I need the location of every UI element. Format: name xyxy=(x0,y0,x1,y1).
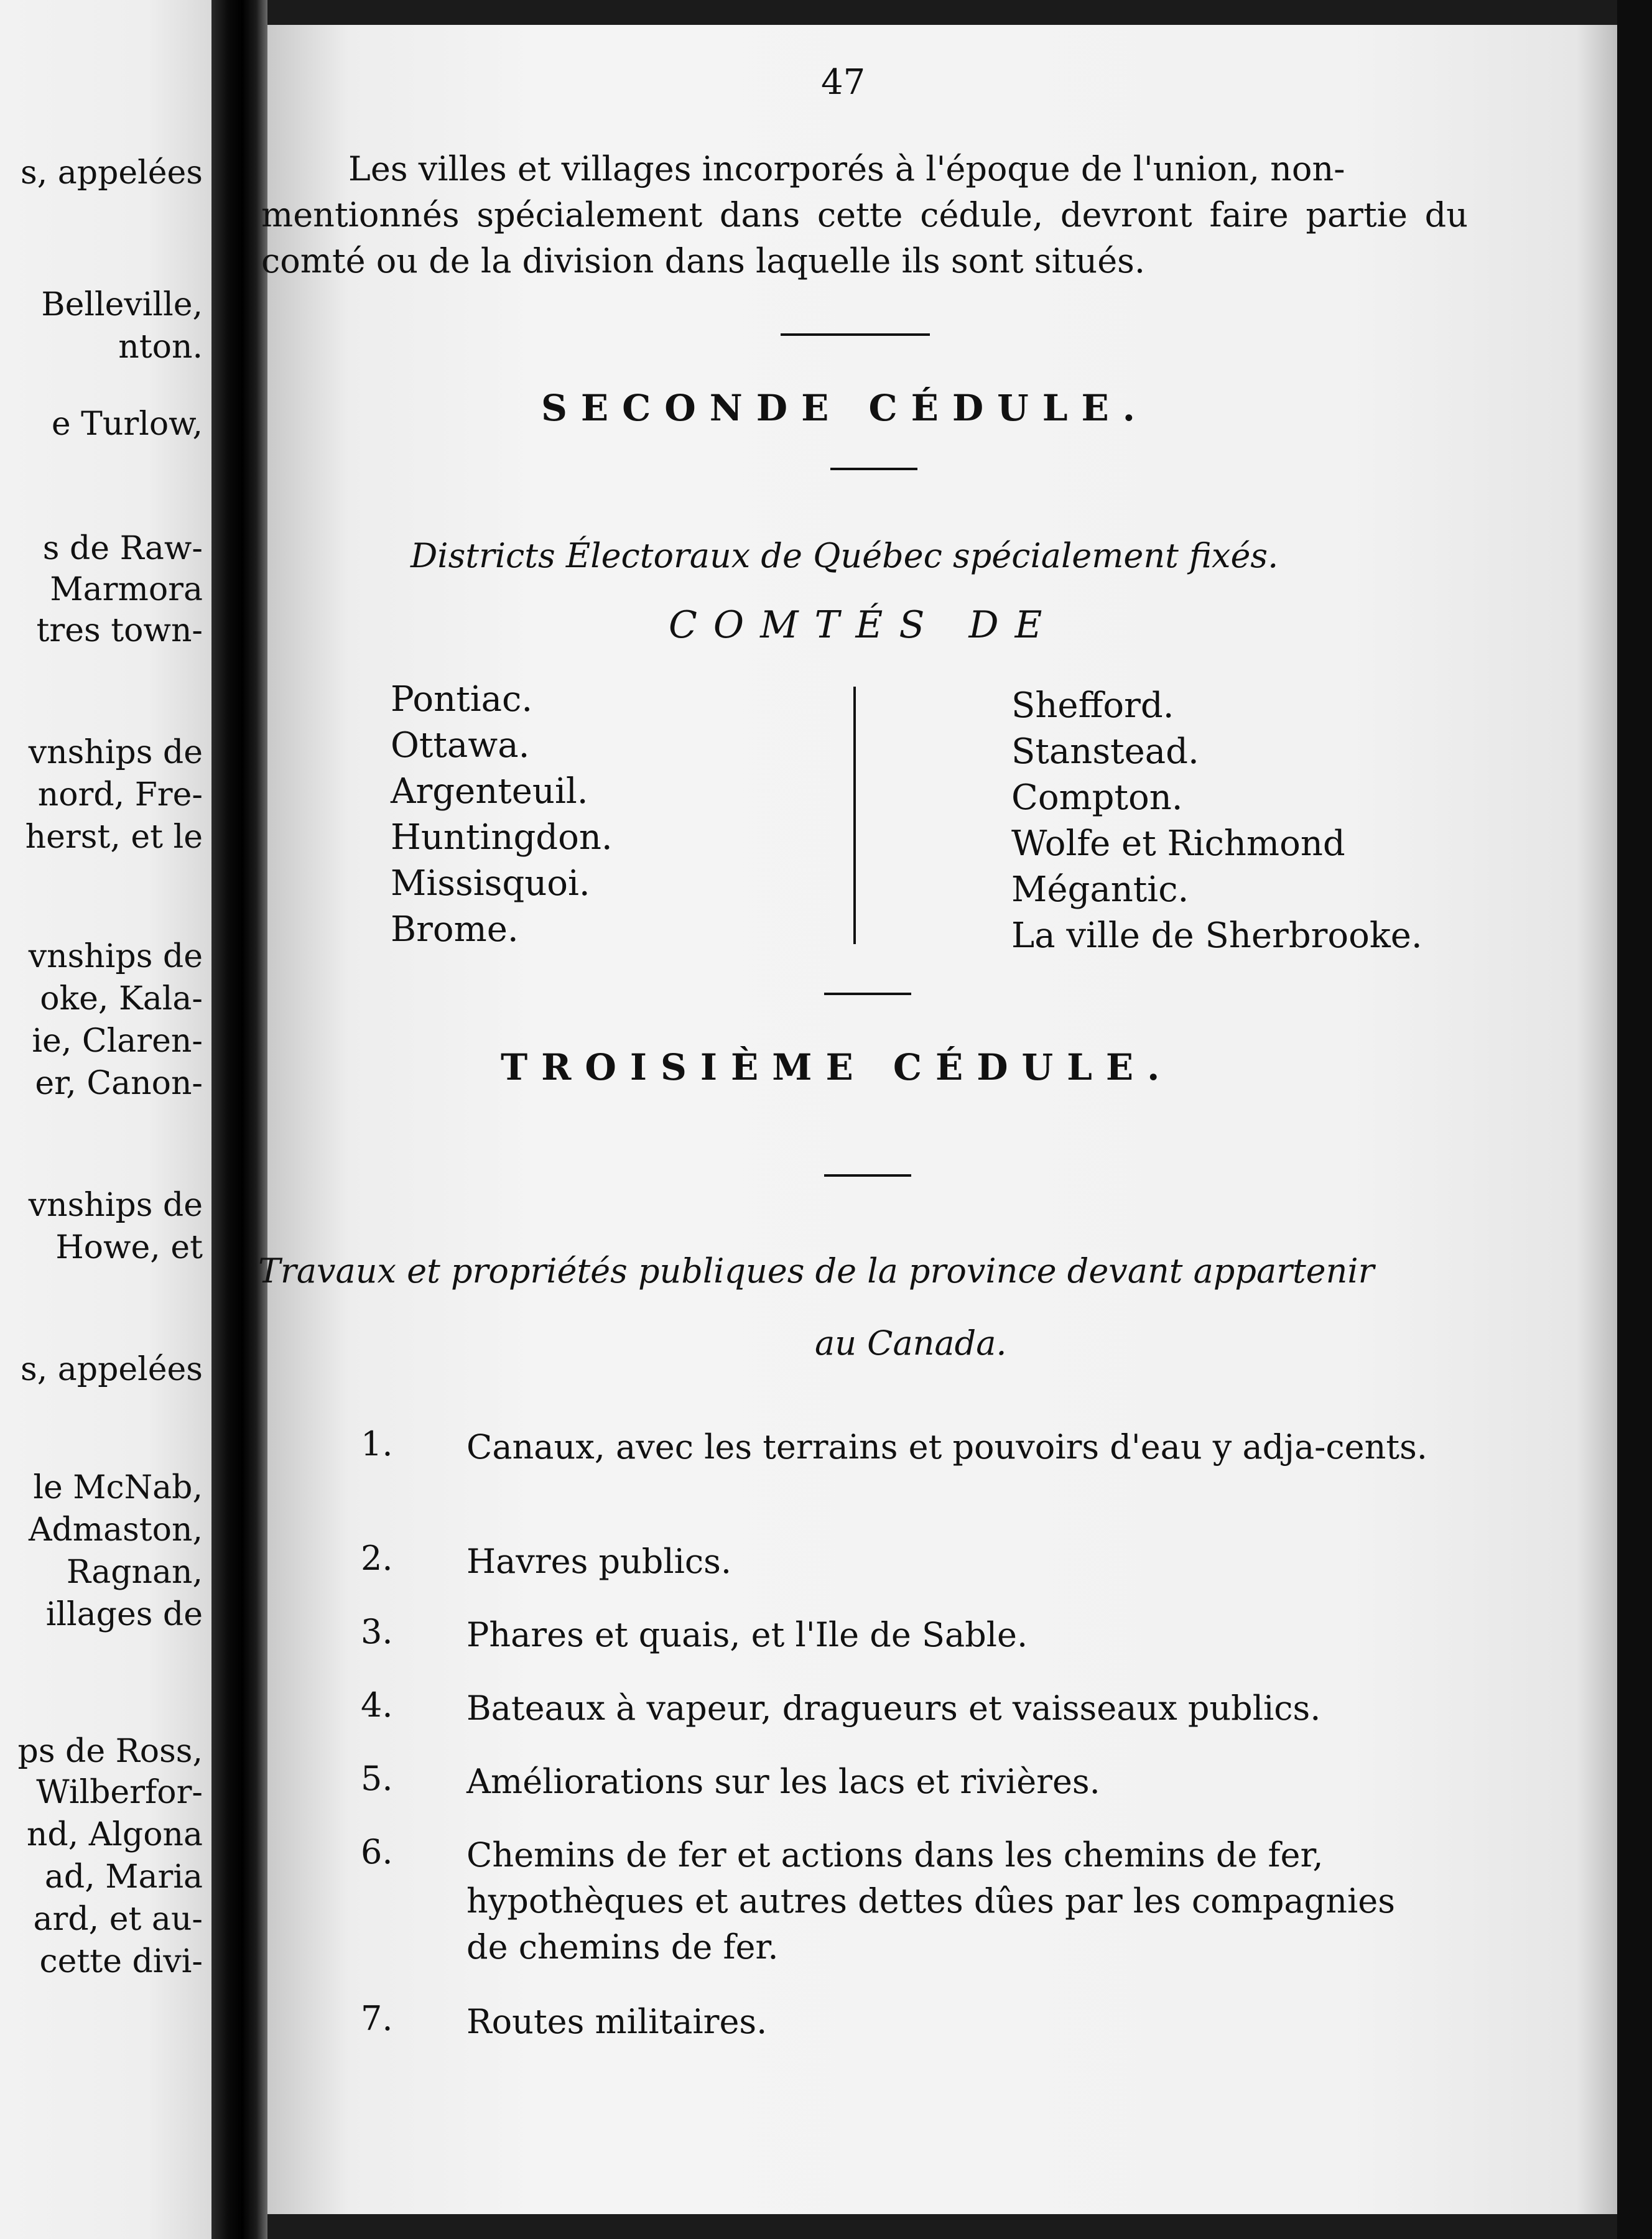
county-list-right xyxy=(1011,683,1422,959)
left-fragment-line: Belleville, xyxy=(41,286,203,323)
left-fragment-line: ie, Claren- xyxy=(32,1022,203,1060)
item-number: 4. xyxy=(361,1685,393,1725)
third-schedule-title: TROISIÈME CÉDULE. xyxy=(501,1046,1174,1088)
list-item: Bateaux à vapeur, dragueurs et vaisseaux publics. xyxy=(466,1689,1321,1728)
left-fragment-line: vnships de xyxy=(28,1187,203,1224)
counties-heading: COMTÉS DE xyxy=(669,603,1059,647)
left-fragment-line: s de Raw- xyxy=(42,530,203,567)
second-schedule-subtitle: Districts Électoraux de Québec spécialement fixés. xyxy=(411,536,1279,575)
section-divider xyxy=(781,333,930,336)
list-item: Chemins de fer et actions dans les chemins de fer, hypothèques et autres dettes dûes par les compagnies de chemins de fer. xyxy=(466,1835,1395,1967)
left-fragment-line: nd, Algona xyxy=(26,1816,203,1853)
left-fragment-line: ps de Ross, xyxy=(17,1733,203,1770)
short-divider xyxy=(824,1174,911,1177)
left-fragment-line: e Turlow, xyxy=(51,406,203,443)
county-name: Stanstead. xyxy=(1011,731,1199,772)
county-name: Missisquoi. xyxy=(391,863,590,904)
intro-paragraph-line1: Les villes et villages incorporés à l'époque de l'union, non- xyxy=(348,149,1345,188)
column-separator xyxy=(853,687,856,944)
county-name: Compton. xyxy=(1011,777,1183,818)
short-divider xyxy=(830,468,917,470)
item-number: 7. xyxy=(361,1999,393,2038)
list-item: Améliorations sur les lacs et rivières. xyxy=(466,1762,1100,1801)
left-fragment-line: Marmora xyxy=(50,571,203,608)
county-name: Shefford. xyxy=(1011,685,1174,726)
left-fragment-line: nton. xyxy=(118,328,203,366)
item-number: 5. xyxy=(361,1759,393,1798)
page-number: 47 xyxy=(821,62,866,103)
left-fragment-line: s, appelées xyxy=(21,154,203,192)
county-name: Ottawa. xyxy=(391,725,530,766)
left-fragment-line: ad, Maria xyxy=(44,1858,203,1896)
left-fragment-line: nord, Fre- xyxy=(37,776,203,814)
left-page-fragment xyxy=(0,0,211,2239)
county-list-left xyxy=(391,677,613,953)
county-name: Huntingdon. xyxy=(391,817,613,858)
item-number: 3. xyxy=(361,1612,393,1651)
left-fragment-line: Ragnan, xyxy=(66,1554,203,1591)
list-item: Canaux, avec les terrains et pouvoirs d'eau y adja-cents. xyxy=(466,1427,1427,1467)
scan-edge xyxy=(1617,0,1652,2239)
county-name: Wolfe et Richmond xyxy=(1011,823,1345,864)
left-fragment-line: vnships de xyxy=(28,938,203,975)
third-schedule-subtitle-line1: Travaux et propriétés publiques de la province devant appartenir xyxy=(258,1251,1375,1291)
left-fragment-line: Admaston, xyxy=(28,1511,203,1549)
county-name: Pontiac. xyxy=(391,679,533,720)
item-number: 1. xyxy=(361,1424,393,1463)
left-fragment-line: illages de xyxy=(45,1596,203,1633)
left-fragment-line: s, appelées xyxy=(21,1351,203,1388)
left-fragment-line: herst, et le xyxy=(25,818,203,856)
left-fragment-line: Wilberfor- xyxy=(36,1774,203,1811)
book-gutter xyxy=(211,0,267,2239)
left-fragment-line: le McNab, xyxy=(33,1469,203,1506)
left-fragment-line: vnships de xyxy=(28,734,203,771)
left-fragment-line: cette divi- xyxy=(39,1943,203,1980)
county-name: Brome. xyxy=(391,909,519,950)
county-name: La ville de Sherbrooke. xyxy=(1011,916,1422,956)
third-schedule-subtitle-line2: au Canada. xyxy=(815,1323,1007,1363)
county-name: Argenteuil. xyxy=(391,771,588,812)
item-number: 2. xyxy=(361,1539,393,1578)
list-item: Havres publics. xyxy=(466,1542,732,1581)
item-number: 6. xyxy=(361,1832,393,1871)
left-fragment-line: Howe, et xyxy=(55,1229,203,1266)
list-item: Routes militaires. xyxy=(466,2002,768,2041)
intro-paragraph xyxy=(261,146,1468,284)
second-schedule-title: SECONDE CÉDULE. xyxy=(541,387,1149,429)
left-fragment-line: ard, et au- xyxy=(33,1901,203,1938)
county-name: Mégantic. xyxy=(1011,869,1189,910)
intro-paragraph-rest: mentionnés spécialement dans cette cédule, devront faire partie du comté ou de la division dans laquelle ils sont situés. xyxy=(261,195,1468,280)
left-fragment-line: tres town- xyxy=(36,612,203,649)
left-fragment-line: oke, Kala- xyxy=(40,980,203,1018)
short-divider xyxy=(824,993,911,995)
left-fragment-line: er, Canon- xyxy=(35,1065,203,1102)
list-item: Phares et quais, et l'Ile de Sable. xyxy=(466,1615,1028,1654)
